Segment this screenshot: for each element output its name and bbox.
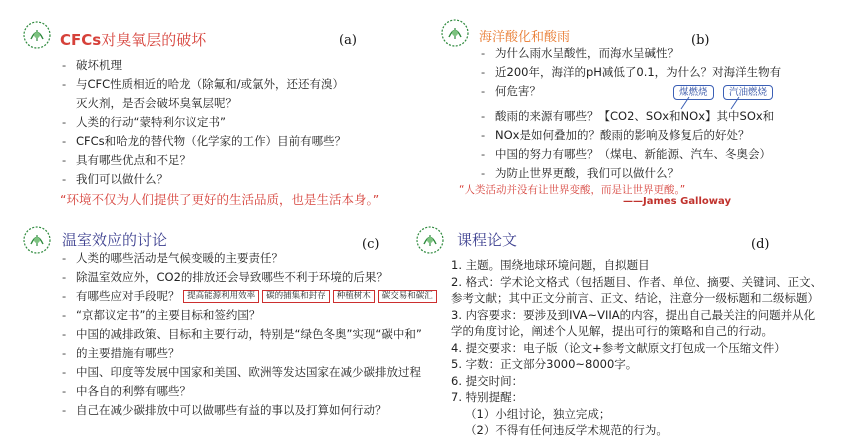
measure-box: 碳的捕集和封存 [262,290,330,303]
panel-a-title [60,29,206,50]
list-item: - 为什么雨水呈酸性，而海水呈碱性？ [481,44,781,63]
panel-d-title: 课程论文 [457,231,518,249]
list-item: - 中国的努力有哪些？（煤电、新能源、汽车、冬奥会） [481,145,781,164]
green-chemistry-logo-icon [22,20,52,50]
list-item: 2. 格式：学术论文格式（包括题目、作者、单位、摘要、关键词、正文、 [451,274,823,289]
list-item: 学的角度讨论，阐述个人见解，提出可行的策略和自己的行动。 [451,324,773,338]
list-item: - 我们可以做什么？ [62,170,346,189]
measure-box: 碳交易和碳汇 [378,290,437,303]
callout-coal-burning: 煤燃烧 [673,85,714,100]
list-item: 7. 特别提醒： [451,390,524,404]
measure-box: 提高能源利用效率 [183,290,259,303]
panel-d-lines [451,257,822,439]
list-item: - 除温室效应外，CO2的排放还会导致哪些不利于环境的后果？ [62,268,440,287]
list-item: - 酸雨的来源有哪些？【CO2、SOx和NOx】其中SOx和 [481,107,781,126]
callout-gasoline-burning: 汽油燃烧 [723,85,773,100]
list-item: - 具有哪些优点和不足？ [62,151,346,170]
list-item: - “京都议定书”的主要目标和签约国？ [62,306,440,325]
list-item: - 的主要措施有哪些？ [62,344,440,363]
panel-c-items [62,249,440,420]
panel-b-items [481,44,781,183]
panel-b-quote: “人类活动并没有让世界变酸，而是让世界更酸。” [459,184,686,196]
list-item: 6. 提交时间： [451,373,524,388]
panel-d [423,212,846,437]
list-item: - 与CFC性质相近的哈龙（除氟和/或氯外，还还有溴） [62,75,346,94]
list-item: - 何危害？ [481,82,781,101]
panel-d-tag: (d) [751,237,770,252]
list-item [62,287,440,306]
panel-a-quote: “环境不仅为人们提供了更好的生活品质，也是生活本身。” [60,192,380,207]
list-item: - 人类的哪些活动是气候变暖的主要责任？ [62,249,440,268]
measure-box: 种植树木 [333,290,375,303]
list-item: 5. 字数：正文部分3000~8000字。 [451,357,638,371]
green-chemistry-logo-icon [440,18,470,48]
list-item: - 为防止世界更酸，我们可以做什么？ [481,164,781,183]
panel-a-title-prefix: CFCs [60,31,102,49]
list-item: - 破坏机理 [62,56,346,75]
panel-c-tag: (c) [362,237,380,252]
green-chemistry-logo-icon [415,225,445,255]
panel-a-tag: (a) [339,33,357,48]
list-item: 参考文献；其中正文分前言、正文、结论，注意分一级标题和二级标题） [451,291,819,305]
list-item: 4. 提交要求：电子版（论文+参考文献原文打包成一个压缩文件） [451,340,786,355]
list-item: - CFCs和哈龙的替代物（化学家的工作）目前有哪些？ [62,132,346,151]
panel-a [0,0,423,212]
panel-c-title: 温室效应的讨论 [62,231,168,249]
panel-a-items [62,56,346,189]
list-item: - 中各自的利弊有哪些？ [62,382,440,401]
panel-a-title-rest: 对臭氧层的破坏 [101,31,207,49]
list-item: - 中国的减排政策、目标和主要行动，特别是“绿色冬奥”实现“碳中和” [62,325,440,344]
list-item: - NOx是如何叠加的？酸雨的影响及修复后的好处？ [481,126,781,145]
list-item: 3. 内容要求：要涉及到IVA~VIIA的内容，提出自己最关注的问题并从化 [451,307,816,322]
list-item: - 自己在减少碳排放中可以做哪些有益的事以及打算如何行动？ [62,401,440,420]
panel-b-quote-author: ——James Galloway [623,196,731,207]
panel-b [423,0,846,212]
panel-b-tag: (b) [691,33,710,48]
panel-c [0,212,433,425]
measures-question: 有哪些应对手段呢？ [76,289,180,303]
green-chemistry-logo-icon [22,225,52,255]
list-item: - 人类的行动“蒙特利尔议定书” [62,113,346,132]
list-item: - 中国、印度等发展中国家和美国、欧洲等发达国家在减少碳排放过程 [62,363,440,382]
list-item: （1）小组讨论，独立完成； [465,406,611,421]
list-item: （2）不得有任何违反学术规范的行为。 [465,423,668,437]
panel-b-title: 海洋酸化和酸雨 [479,30,571,45]
callout-arrows [661,96,771,110]
list-item: 灭火剂，是否会破坏臭氧层呢？ [76,96,237,110]
list-item: 1. 主题。围绕地球环境问题，自拟题目 [451,258,650,272]
list-item: - 近200年，海洋的pH减低了0.1，为什么？对海洋生物有 [481,63,781,82]
